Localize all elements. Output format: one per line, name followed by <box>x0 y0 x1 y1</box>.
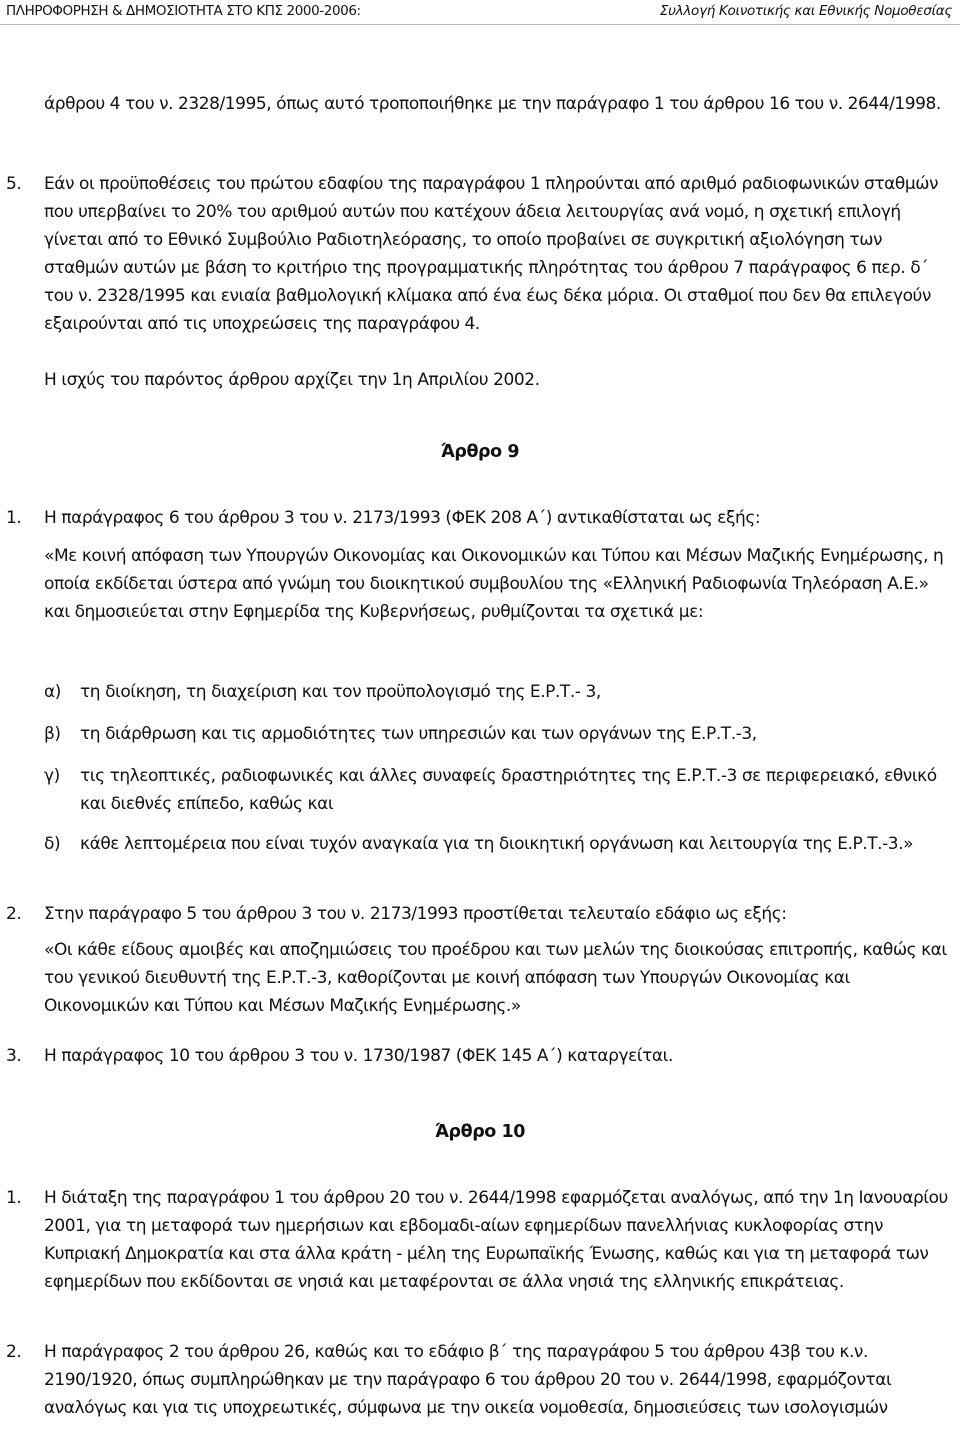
article-10-paragraph-2: Η παράγραφος 2 του άρθρου 26, καθώς και το εδάφιο β΄ της παραγράφου 5 του άρθρου 43β του κ.ν. 2190/1920, όπως συμπληρώθηκαν με την παράγραφο 6 του άρθρου 20 του ν. 2644/1998, εφαρμόζονται αναλόγως και για τις υποχρεωτικές, σύμφωνα με την οικεία νομοθεσία, δημοσιεύσεις των ισολογισμών <box>44 1342 892 1418</box>
paragraph-number: 1. <box>6 508 22 528</box>
list-item-text: τη διοίκηση, τη διαχείριση και τον προϋπολογισμό της Ε.Ρ.Τ.- 3, <box>80 682 601 702</box>
page-header <box>0 0 960 22</box>
list-item <box>44 678 956 706</box>
article-9-quote: «Με κοινή απόφαση των Υπουργών Οικονομίας και Οικονομικών και Τύπου και Μέσων Μαζικής Ενημέρωσης, η οποία εκδίδεται ύστερα από γνώμη του διοικητικού συμβουλίου της «Ελληνική Ραδιοφωνία Τηλεόραση Α.Ε.» και δημοσιεύεται στην Εφημερίδα της Κυβερνήσεως, ρυθμίζονται τα σχετικά με: <box>44 546 944 622</box>
list-item <box>44 762 956 818</box>
paragraph-number: 3. <box>6 1046 22 1066</box>
header-divider <box>0 24 960 25</box>
paragraph-5: Εάν οι προϋποθέσεις του πρώτου εδαφίου της παραγράφου 1 πληρούνται από αριθμό ραδιοφωνικών σταθμών που υπερβαίνει το 20% του αριθμού αυτών που κατέχουν άδεια λειτουργίας ανά νομό, η σχετική επιλογή γίνεται από το Εθνικό Συμβούλιο Ραδιοτηλεόρασης, το οποίο προβαίνει σε συγκριτική αξιολόγηση των σταθμών αυτών με βάση το κριτήριο της προγραμματικής πληρότητας του άρθρου 7 παράγραφος 6 περ. δ΄ του ν. 2328/1995 και ενιαία βαθμολογική κλίμακα από ένα έως δέκα μόρια. Οι σταθμοί που δεν θα επιλεγούν εξαιρούνται από τις υποχρεώσεις της παραγράφου 4. <box>44 174 939 334</box>
article-10-heading: Άρθρο 10 <box>435 1122 525 1142</box>
paragraph-number: 1. <box>6 1188 22 1208</box>
article-10-paragraph-1: Η διάταξη της παραγράφου 1 του άρθρου 20 του ν. 2644/1998 εφαρμόζεται αναλόγως, από την 1η Ιανουαρίου 2001, για τη μεταφορά των ημερήσιων και εβδομαδι-αίων εφημερίδων πανελλήνιας κυκλοφορίας στην Κυπριακή Δημοκρατία και στα άλλα κράτη - μέλη της Ευρωπαϊκής Ένωσης, καθώς και για τη μεταφορά των εφημερίδων που εκδίδονται σε νησιά και μεταφέρονται σε άλλα νησιά της ελληνικής επικράτειας. <box>44 1188 948 1292</box>
list-item <box>44 720 956 748</box>
article-9-heading: Άρθρο 9 <box>440 442 520 462</box>
list-item <box>44 830 956 858</box>
list-item-label: δ) <box>44 834 61 854</box>
list-item-label: α) <box>44 682 61 702</box>
list-item-label: γ) <box>44 766 60 786</box>
header-right-title: Συλλογή Κοινοτικής και Εθνικής Νομοθεσίας <box>659 3 952 19</box>
article-9-paragraph-1: Η παράγραφος 6 του άρθρου 3 του ν. 2173/1993 (ΦΕΚ 208 Α΄) αντικαθίσταται ως εξής: <box>44 508 761 528</box>
paragraph-number: 2. <box>6 1342 22 1362</box>
article-9-paragraph-2: Στην παράγραφο 5 του άρθρου 3 του ν. 2173/1993 προστίθεται τελευταίο εδάφιο ως εξής: <box>44 904 787 924</box>
paragraph-number: 5. <box>6 174 22 194</box>
article-9-paragraph-2-quote: «Οι κάθε είδους αμοιβές και αποζημιώσεις του προέδρου και των μελών της διοικούσας επιτροπής, καθώς και του γενικού διευθυντή της Ε.Ρ.Τ.-3, καθορίζονται με κοινή απόφαση των Υπουργών Οικονομίας και Οικονομικών και Τύπου και Μέσων Μαζικής Ενημέρωσης.» <box>44 940 947 1016</box>
paragraph-number: 2. <box>6 904 22 924</box>
header-left-title: ΠΛΗΡΟΦΟΡΗΣΗ & ΔΗΜΟΣΙΟΤΗΤΑ ΣΤΟ ΚΠΣ 2000-2006: <box>6 3 361 19</box>
paragraph-continuation: άρθρου 4 του ν. 2328/1995, όπως αυτό τροποποιήθηκε με την παράγραφο 1 του άρθρου 16 του ν. 2644/1998. <box>44 94 941 114</box>
list-item-text: τις τηλεοπτικές, ραδιοφωνικές και άλλες συναφείς δραστηριότητες της Ε.Ρ.Τ.-3 σε περιφερειακό, εθνικό και διεθνές επίπεδο, καθώς και <box>80 766 937 814</box>
article-9-paragraph-3: Η παράγραφος 10 του άρθρου 3 του ν. 1730/1987 (ΦΕΚ 145 Α΄) καταργείται. <box>44 1046 673 1066</box>
list-item-text: τη διάρθρωση και τις αρμοδιότητες των υπηρεσιών και των οργάνων της Ε.Ρ.Τ.-3, <box>80 724 757 744</box>
list-item-label: β) <box>44 724 61 744</box>
paragraph-effective-date: Η ισχύς του παρόντος άρθρου αρχίζει την 1η Απριλίου 2002. <box>44 370 540 390</box>
list-item-text: κάθε λεπτομέρεια που είναι τυχόν αναγκαία για τη διοικητική οργάνωση και λειτουργία της Ε.Ρ.Τ.-3.» <box>80 834 914 854</box>
